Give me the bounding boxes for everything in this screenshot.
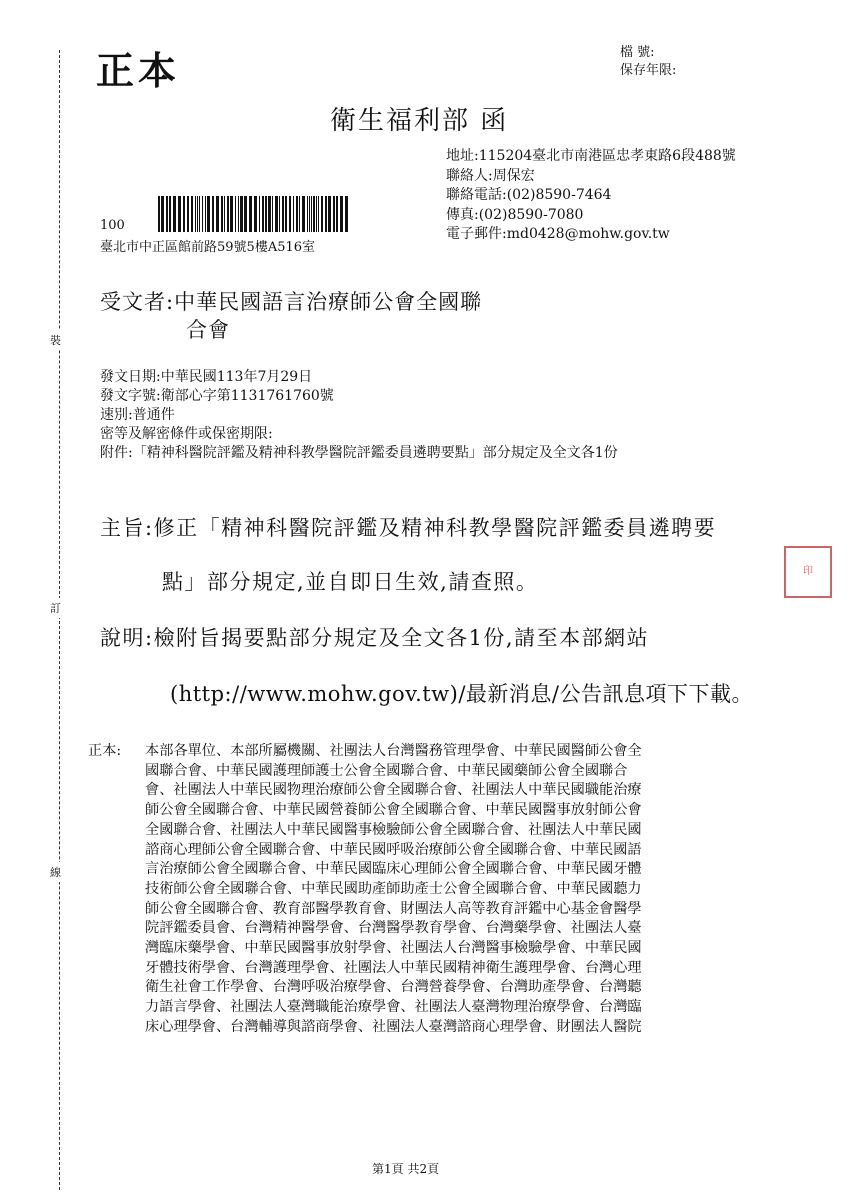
barcode-icon (158, 196, 348, 232)
recipient-line-1: 受文者:中華民國語言治療師公會全國聯 (100, 290, 483, 314)
archive-no-label: 檔 號: (620, 45, 655, 60)
cc-line: 衛生社會工作學會、台灣呼吸治療學會、台灣營養學會、台灣助產學會、台灣聽 (145, 979, 642, 996)
retention-label: 保存年限: (620, 63, 677, 78)
cc-line: 院評鑑委員會、台灣精神醫學會、台灣醫學教育學會、台灣藥學會、社團法人臺 (145, 920, 642, 937)
cc-line: 技術師公會全國聯合會、中華民國助產師助產士公會全國聯合會、中華民國聽力 (145, 880, 642, 897)
subject-line-1: 主旨:修正「精神科醫院評鑑及精神科教學醫院評鑑委員遴聘要 (100, 516, 717, 540)
red-seal-icon (784, 546, 832, 598)
agency-title: 衛生福利部 函 (330, 106, 509, 136)
issue-date: 發文日期:中華民國113年7月29日 (100, 369, 313, 385)
cc-list (145, 742, 642, 1038)
subject-line-2: 點」部分規定,並自即日生效,請查照。 (162, 570, 539, 594)
classification: 密等及解密條件或保密期限: (100, 426, 273, 442)
contact-phone: 聯絡電話:(02)8590-7464 (446, 187, 612, 203)
cc-line: 師公會全國聯合會、教育部醫學教育會、財團法人高等教育評鑑中心基金會醫學 (145, 900, 642, 917)
explanation-line-2: (http://www.mohw.gov.tw)/最新消息/公告訊息項下下載。 (170, 682, 754, 706)
red-seal-text: 印 (803, 566, 813, 577)
mailing-address: 臺北市中正區館前路59號5樓A516室 (100, 240, 316, 255)
cc-line: 言治療師公會全國聯合會、中華民國臨床心理師公會全國聯合會、中華民國牙體 (145, 861, 642, 878)
cc-line: 國聯合會、中華民國護理師護士公會全國聯合會、中華民國藥師公會全國聯合 (145, 762, 628, 779)
cc-line: 床心理學會、台灣輔導與諮商學會、社團法人臺灣諮商心理學會、財團法人醫院 (145, 1018, 642, 1035)
explanation-line-1: 說明:檢附旨揭要點部分規定及全文各1份,請至本部網站 (100, 626, 650, 650)
cc-line: 力語言學會、社團法人臺灣職能治療學會、社團法人臺灣物理治療學會、台灣臨 (145, 999, 642, 1016)
attachment: 附件:「精神科醫院評鑑及精神科教學醫院評鑑委員遴聘要點」部分規定及全文各1份 (100, 445, 618, 461)
cc-line: 本部各單位、本部所屬機關、社團法人台灣醫務管理學會、中華民國醫師公會全 (145, 743, 642, 759)
cc-line: 灣臨床藥學會、中華民國醫事放射學會、社團法人台灣醫事檢驗學會、中華民國 (145, 940, 642, 957)
cc-label: 正本: (88, 743, 122, 759)
contact-address: 地址:115204臺北市南港區忠孝東路6段488號 (446, 148, 736, 164)
binding-mark-xian: 線 (50, 862, 61, 882)
zip-code: 100 (100, 218, 125, 233)
binding-line (59, 50, 60, 1190)
page-number: 第1頁 共2頁 (372, 1162, 440, 1176)
contact-person: 聯絡人:周保宏 (446, 167, 535, 184)
contact-block (446, 147, 736, 245)
cc-line: 諮商心理師公會全國聯合會、中華民國呼吸治療師公會全國聯合會、中華民國語 (145, 841, 642, 858)
document-meta (100, 368, 618, 463)
binding-mark-zhuang: 裝 (50, 330, 61, 350)
binding-mark-ding: 訂 (50, 598, 61, 618)
copy-mark: 正本 (96, 48, 181, 93)
recipient-line-2: 合會 (186, 318, 230, 342)
cc-line: 會、社團法人中華民國物理治療師公會全國聯合會、社團法人中華民國職能治療 (145, 782, 642, 799)
urgency: 速別:普通件 (100, 407, 175, 423)
contact-email: 電子郵件:md0428@mohw.gov.tw (446, 226, 670, 242)
cc-line: 牙體技術學會、台灣護理學會、社團法人中華民國精神衛生護理學會、台灣心理 (145, 959, 642, 976)
cc-line: 師公會全國聯合會、中華民國營養師公會全國聯合會、中華民國醫事放射師公會 (145, 802, 642, 819)
archive-info (620, 44, 676, 80)
document-number: 發文字號:衛部心字第1131761760號 (100, 388, 334, 404)
contact-fax: 傳真:(02)8590-7080 (446, 206, 584, 223)
cc-line: 全國聯合會、社團法人中華民國醫事檢驗師公會全國聯合會、社團法人中華民國 (145, 821, 642, 838)
recipient (100, 288, 482, 344)
